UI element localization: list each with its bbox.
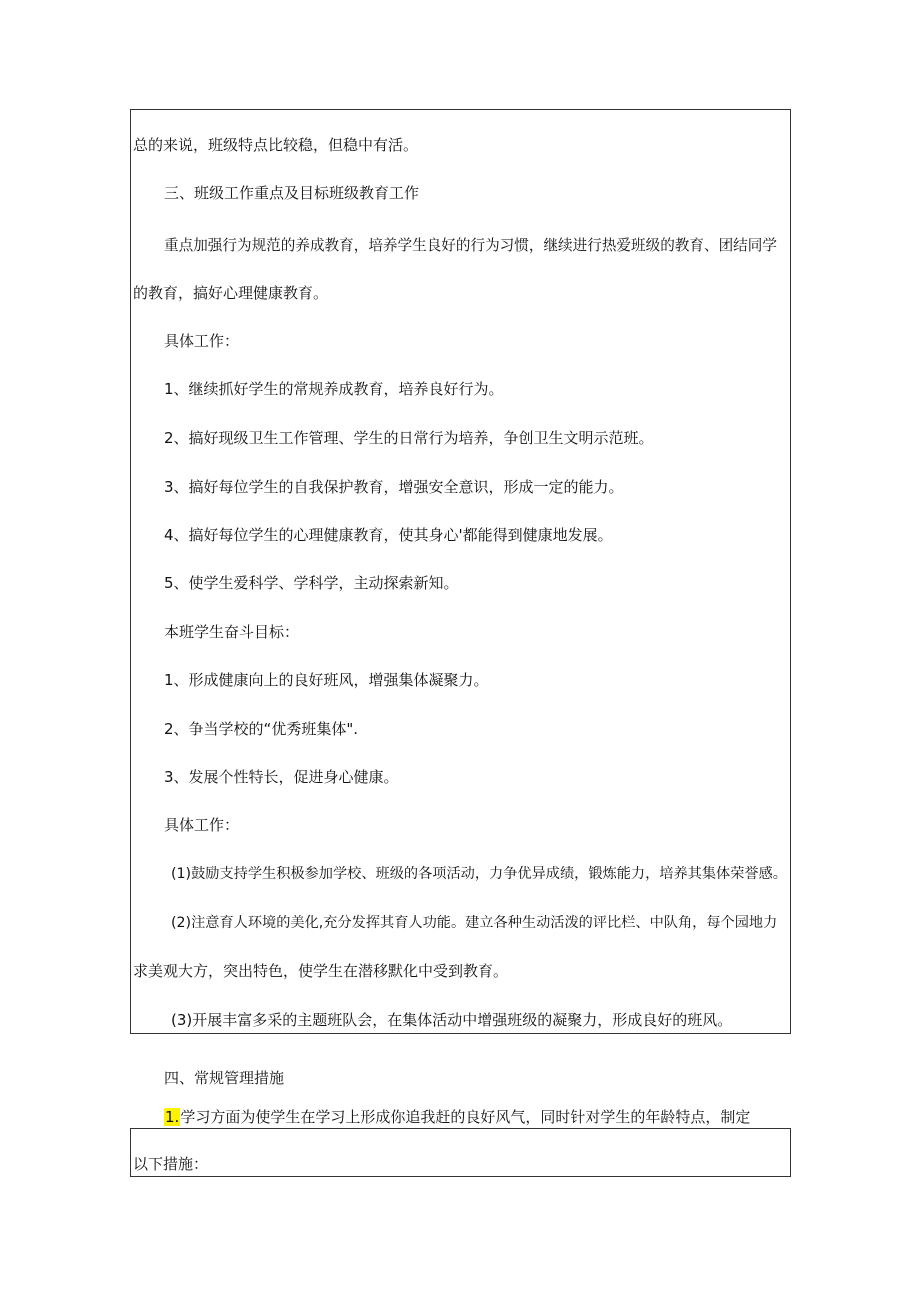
list-item: (2)注意育人环境的美化,充分发挥其育人功能。建立各种生动活泼的评比栏、中队角，每个园地力 <box>171 915 778 931</box>
list-item: 4、搞好每位学生的心理健康教育，使其身心'都能得到健康地发展。 <box>164 526 613 544</box>
text-line: 的教育，搞好心理健康教育。 <box>133 284 329 302</box>
list-item: 2、搞好现级卫生工作管理、学生的日常行为培养，争创卫生文明示范班。 <box>164 429 654 447</box>
list-item: 5、使学生爱科学、学科学，主动探索新知。 <box>164 574 459 592</box>
text-line: 总的来说，班级特点比较稳，但稳中有活。 <box>133 136 419 154</box>
section-heading: 四、常规管理措施 <box>164 1069 285 1087</box>
subheading: 具体工作： <box>164 332 240 350</box>
subheading: 本班学生奋斗目标： <box>164 623 300 641</box>
content-box-bottom <box>130 1128 791 1177</box>
highlighted-number: 1. <box>165 1108 180 1126</box>
text-line: 求美观大方，突出特色，使学生在潜移默化中受到教育。 <box>133 962 509 980</box>
list-item: (1)鼓励支持学生积极参加学校、班级的各项活动，力争优异成绩，锻炼能力，培养其集体荣誉感。 <box>171 866 787 882</box>
list-item <box>164 1107 750 1127</box>
subheading: 具体工作： <box>164 816 240 834</box>
list-item: 3、搞好每位学生的自我保护教育，增强安全意识，形成一定的能力。 <box>164 478 624 496</box>
list-item: 2、争当学校的“优秀班集体". <box>164 720 358 738</box>
list-item: 1、继续抓好学生的常规养成教育，培养良好行为。 <box>164 380 504 398</box>
text-line: 以下措施： <box>133 1155 209 1173</box>
list-item-text: 学习方面为使学生在学习上形成你追我赶的良好风气，同时针对学生的年龄特点，制定 <box>180 1108 751 1126</box>
section-heading: 三、班级工作重点及目标班级教育工作 <box>164 184 420 202</box>
text-line: 重点加强行为规范的养成教育，培养学生良好的行为习惯，继续进行热爱班级的教育、团结同学 <box>164 237 777 254</box>
list-item: (3)开展丰富多采的主题班队会，在集体活动中增强班级的凝聚力，形成良好的班风。 <box>171 1011 733 1029</box>
list-item: 1、形成健康向上的良好班风，增强集体凝聚力。 <box>164 671 489 689</box>
list-item: 3、发展个性特长，促进身心健康。 <box>164 768 399 786</box>
